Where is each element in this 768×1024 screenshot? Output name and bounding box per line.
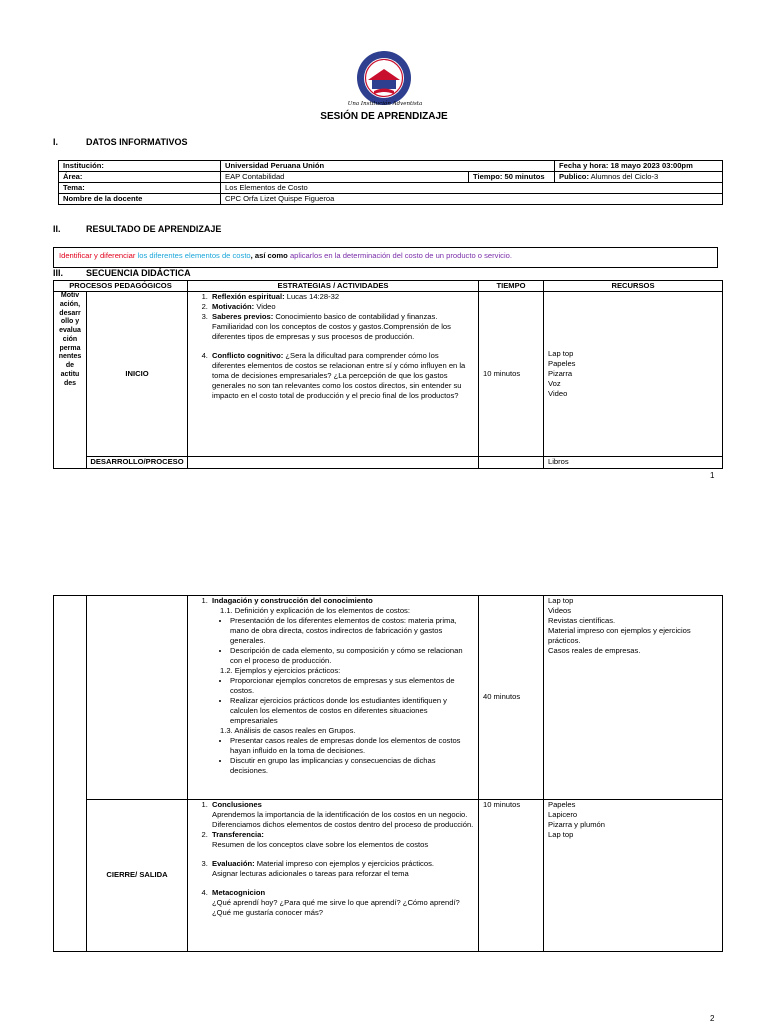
inicio-activities <box>188 292 479 457</box>
page-1 <box>0 0 768 490</box>
area-label: Área: <box>59 172 221 183</box>
logo-motto: Una Institución Adventista <box>347 101 423 107</box>
learning-result: Identificar y diferenciar los diferentes elementos de costo, así como aplicarlos en la determinación del costo de un producto o servicio. <box>53 247 718 268</box>
desarrollo-activities <box>188 596 479 800</box>
list-item: • Discutir en grupo las implicancias y consecuencias de dichas decisiones. <box>230 756 474 776</box>
table-row <box>59 172 723 183</box>
list-item: 3. Saberes previos: Conocimiento basico de contabilidad y finanzas. Familiaridad con los conceptos de costos y gastos.Comprensión de los diferentes tipos de empresas y sus procesos de producción. <box>210 312 474 342</box>
university-seal-icon <box>356 50 412 106</box>
cierre-label: CIERRE/ SALIDA <box>87 800 188 952</box>
list-item: 1. Conclusiones Aprendemos la importancia de la identificación de los costos en un negocio. Diferenciamos dichos elementos de costos dentro del proceso de producción. <box>210 800 474 830</box>
sequence-table-page1 <box>53 280 723 469</box>
cierre-tiempo: 10 minutos <box>479 800 544 952</box>
cierre-recursos: Papeles Lapicero Pizarra y plumón Lap top <box>544 800 723 952</box>
page-number: 2 <box>710 1014 715 1023</box>
institucion-value: Universidad Peruana Unión <box>221 161 555 172</box>
list-item: 2. Transferencia: Resumen de los conceptos clave sobre los elementos de costos <box>210 830 474 850</box>
inicio-recursos: Lap top Papeles Pizarra Voz Video <box>544 292 723 457</box>
tiempo-total: Tiempo: 50 minutos <box>469 172 555 183</box>
desarrollo-recursos: Lap top Videos Revistas científicas. Material impreso con ejemplos y ejercicios prácticos. Casos reales de empresas. <box>544 596 723 800</box>
header-estrategias: ESTRATEGIAS / ACTIVIDADES <box>188 281 479 292</box>
desarrollo-tiempo-empty <box>479 457 544 469</box>
list-item: 2. Motivación: Video <box>210 302 474 312</box>
list-item: 1. Indagación y construcción del conocimiento 1.1. Definición y explicación de los elementos de costos: • Presentación de los diferentes elementos de costos: materia prima, mano de obra directa, costos indirectos de fabricación y gastos generales. • Descripción de cada elemento, su composición y cómo se relacionan con el proceso de producción. 1.2. Ejemplos y ejercicios prácticos: • Proporcionar ejemplos concretos de empresas y sus elementos de costos. • Realizar ejercicios prácticos donde los estudiantes identifiquen y calculen los elementos de costos en diferentes situaciones empresariales 1.3. Análisis de casos reales en Grupos. • Presentar casos reales de empresas donde los elementos de costos hayan influido en la toma de decisiones. • Discutir en grupo las implicancias y consecuencias de dichas decisiones. <box>210 596 474 776</box>
publico-cell: Publico: Alumnos del Ciclo-3 <box>555 172 723 183</box>
list-item: • Realizar ejercicios prácticos donde los estudiantes identifiquen y calculen los elementos de costos en diferentes situaciones empresariales <box>230 696 474 726</box>
sequence-table-page2 <box>53 595 723 952</box>
tema-value: Los Elementos de Costo <box>221 183 723 194</box>
desarrollo-recurso: Libros <box>544 457 723 469</box>
docente-value: CPC Orfa Lizet Quispe Figueroa <box>221 194 723 205</box>
fecha-hora: Fecha y hora: 18 mayo 2023 03:00pm <box>555 161 723 172</box>
tema-label: Tema: <box>59 183 221 194</box>
page-number: 1 <box>710 471 715 480</box>
list-item: • Presentación de los diferentes elementos de costos: materia prima, mano de obra directa, costos indirectos de fabricación y gastos generales. <box>230 616 474 646</box>
document-title: SESIÓN DE APRENDIZAJE <box>320 111 448 122</box>
vertical-cell-cont <box>54 596 87 952</box>
section-heading-3: III. SECUENCIA DIDÁCTICA <box>53 268 191 278</box>
area-value: EAP Contabilidad <box>221 172 469 183</box>
header-tiempo: TIEMPO <box>479 281 544 292</box>
list-item: 4. Metacognicion ¿Qué aprendí hoy? ¿Para qué me sirve lo que aprendí? ¿Cómo aprendí? ¿Qué me gustaría conocer más? <box>210 888 474 918</box>
list-item: 4. Conflicto cognitivo: ¿Sera la dificultad para comprender cómo los diferentes elementos de costos se relacionan entre sí y cómo influyen en la toma de decisiones empresariales? ¿La percepción de que los gastos generales no son tan relevantes como los costos directos, sin entender su impacto en el costo total de producción y el precio final de los productos? <box>210 351 474 401</box>
table-row <box>59 183 723 194</box>
table-row-desarrollo-cont <box>54 596 723 800</box>
section-heading-2: II. RESULTADO DE APRENDIZAJE <box>53 224 222 234</box>
desarrollo-tiempo: 40 minutos <box>479 596 544 800</box>
table-row <box>59 161 723 172</box>
info-table <box>58 160 723 205</box>
inicio-label: INICIO <box>87 292 188 457</box>
inicio-tiempo: 10 minutos <box>479 292 544 457</box>
table-header-row <box>54 281 723 292</box>
desarrollo-activities-empty <box>188 457 479 469</box>
header-procesos: PROCESOS PEDAGÓGICOS <box>54 281 188 292</box>
list-item: 3. Evaluación: Material impreso con ejemplos y ejercicios prácticos. Asignar lecturas adicionales o tareas para reforzar el tema <box>210 859 474 879</box>
desarrollo-label-cont <box>87 596 188 800</box>
desarrollo-label: DESARROLLO/PROCESO <box>87 457 188 469</box>
list-item: • Proporcionar ejemplos concretos de empresas y sus elementos de costos. <box>230 676 474 696</box>
section-heading-1: I. DATOS INFORMATIVOS <box>53 137 188 147</box>
table-row <box>59 194 723 205</box>
list-item: • Descripción de cada elemento, su composición y cómo se relacionan con el proceso de producción. <box>230 646 474 666</box>
table-row-cierre <box>54 800 723 952</box>
table-row-inicio <box>54 292 723 457</box>
vertical-label: Motiv ación, desarr ollo y evalua ción perma nentes de actitu des <box>54 292 87 469</box>
docente-label: Nombre de la docente <box>59 194 221 205</box>
list-item: 1. Reflexión espiritual: Lucas 14:28-32 <box>210 292 474 302</box>
cierre-activities <box>188 800 479 952</box>
table-row-desarrollo <box>54 457 723 469</box>
institucion-label: Institución: <box>59 161 221 172</box>
header-recursos: RECURSOS <box>544 281 723 292</box>
list-item: • Presentar casos reales de empresas donde los elementos de costos hayan influido en la toma de decisiones. <box>230 736 474 756</box>
